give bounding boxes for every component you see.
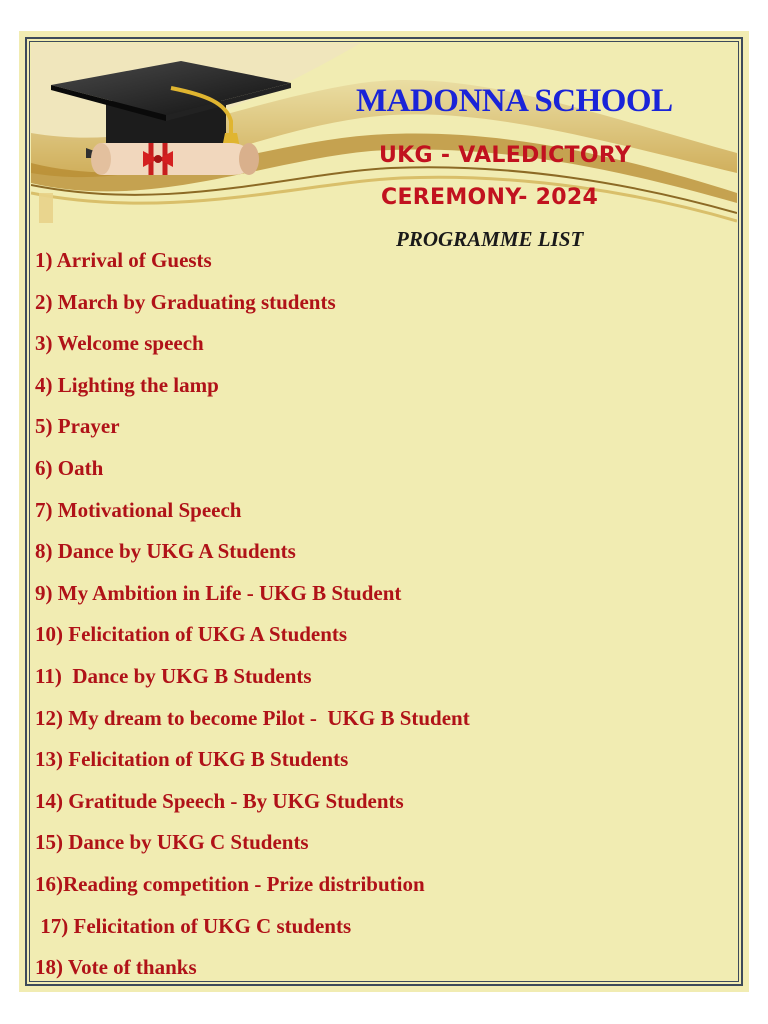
programme-item: 12) My dream to become Pilot - UKG B Student (35, 705, 470, 730)
programme-list (35, 244, 470, 993)
event-title-line2: CEREMONY- 2024 (381, 185, 599, 210)
programme-item: 18) Vote of thanks (35, 955, 197, 980)
programme-item: 4) Lighting the lamp (35, 372, 219, 397)
event-title-line1: UKG - VALEDICTORY (379, 143, 632, 168)
programme-item: 5) Prayer (35, 414, 120, 439)
programme-item: 8) Dance by UKG A Students (35, 539, 296, 564)
programme-item: 1) Arrival of Guests (35, 248, 212, 272)
programme-item: 11) Dance by UKG B Students (35, 663, 312, 688)
programme-item: 16)Reading competition - Prize distribution (35, 871, 425, 896)
programme-sheet (19, 31, 749, 992)
programme-item: 14) Gratitude Speech - By UKG Students (35, 788, 404, 813)
programme-item: 7) Motivational Speech (35, 497, 242, 522)
programme-list-title: PROGRAMME LIST (396, 227, 584, 251)
school-name: MADONNA SCHOOL (356, 83, 673, 119)
programme-item: 15) Dance by UKG C Students (35, 830, 309, 855)
programme-item: 17) Felicitation of UKG C students (35, 913, 352, 938)
programme-item: 2) March by Graduating students (35, 289, 336, 314)
programme-item: 10) Felicitation of UKG A Students (35, 622, 348, 647)
programme-item: 13) Felicitation of UKG B Students (35, 747, 349, 772)
diploma-scroll-icon (91, 143, 259, 175)
programme-item: 9) My Ambition in Life - UKG B Student (35, 580, 402, 605)
programme-item: 6) Oath (35, 455, 104, 480)
programme-item: 3) Welcome speech (35, 331, 204, 356)
